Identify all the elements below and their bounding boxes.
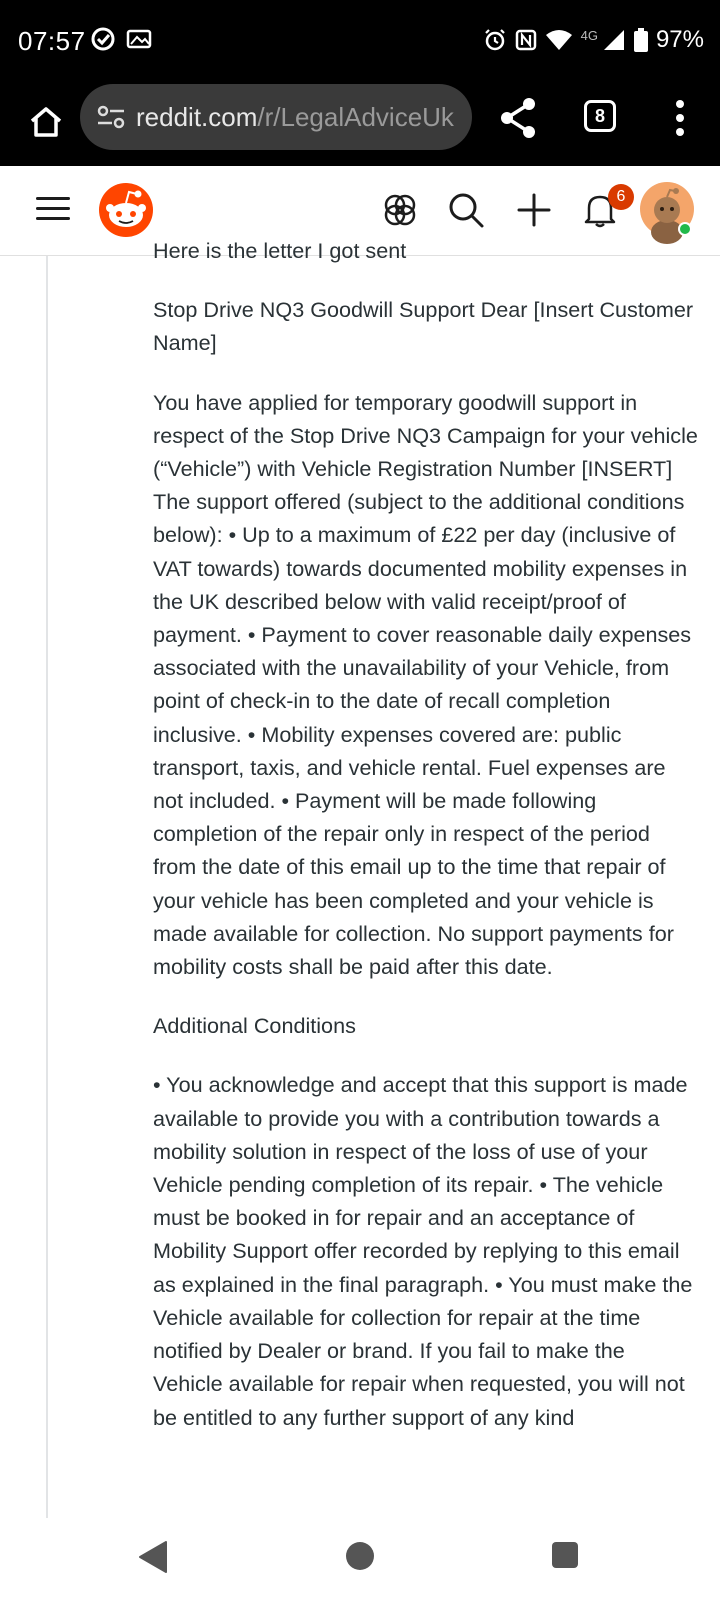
wifi-icon [545, 29, 573, 51]
signal-icon [602, 28, 626, 52]
post-content-area[interactable] [0, 238, 720, 1518]
recents-square-icon[interactable] [552, 1542, 578, 1568]
popular-icon[interactable] [380, 190, 420, 230]
home-icon [29, 106, 63, 138]
status-time: 07:57 [18, 26, 86, 56]
alarm-icon [483, 28, 507, 52]
status-bar [0, 0, 720, 82]
create-post-icon[interactable] [514, 190, 554, 230]
network-type: 4G [580, 27, 598, 43]
post-paragraph-3: Additional Conditions [153, 1013, 356, 1039]
tab-switcher-button[interactable]: 8 [584, 100, 616, 132]
photo-notification-icon [126, 27, 152, 51]
hamburger-menu-icon[interactable] [36, 194, 70, 224]
share-icon[interactable] [498, 96, 538, 140]
address-bar[interactable] [80, 84, 472, 150]
more-options-icon[interactable] [668, 98, 692, 138]
back-triangle-icon[interactable] [138, 1540, 168, 1574]
comment-thread-line[interactable] [46, 256, 48, 1518]
nfc-icon [515, 29, 537, 51]
post-partial-line: Here is the letter I got sent [153, 238, 407, 263]
android-nav-bar [0, 1518, 720, 1600]
url-path: /r/LegalAdviceUk [257, 101, 454, 132]
notification-count-badge[interactable]: 6 [608, 184, 634, 210]
post-paragraph-1: Stop Drive NQ3 Goodwill Support Dear [Insert Customer Name] [153, 297, 694, 356]
browser-toolbar [0, 82, 720, 166]
post-body [153, 234, 699, 1460]
home-circle-icon[interactable] [346, 1542, 374, 1570]
reddit-logo-icon[interactable] [98, 182, 154, 238]
post-paragraph-2: You have applied for temporary goodwill support in respect of the Stop Drive NQ3 Campaign for your vehicle (“Vehicle”) with Vehicle Registration Number [INSERT] The support offered (subject to the additional conditions below): • Up to a maximum of £22 per day (inclusive of VAT towards) towards documented mobility expenses in the UK described below with valid receipt/proof of payment. • Payment to cover reasonable daily expenses associated with the unavailability of your Vehicle, from point of check-in to the date of recall completion inclusive. • Mobility expenses covered are: public transport, taxis, and vehicle rental. Fuel expenses are not included. • Payment will be made following completion of the repair only in respect of the period from the date of this email up to the time that repair of your vehicle has been completed and your vehicle is made available for collection. No support payments for mobility costs shall be paid after this date. [153, 389, 698, 980]
browser-home-button[interactable] [22, 98, 70, 146]
battery-percent: 97% [655, 26, 704, 53]
sync-check-icon [90, 26, 116, 52]
search-icon[interactable] [446, 190, 486, 230]
battery-icon [634, 28, 648, 52]
post-paragraph-4: • You acknowledge and accept that this support is made available to provide you with a contribution towards a mobility solution in respect of the loss of use of your Vehicle pending completion of its repair. • The vehicle must be booked in for repair and an acceptance of Mobility Support offer recorded by replying to this email as explained in the final paragraph. • You must make the Vehicle available for collection for repair at the time notified by Dealer or brand. If you fail to make the Vehicle available for repair when requested, you will not be entitled to any further support of any kind [153, 1072, 693, 1430]
url-text[interactable] [136, 102, 454, 133]
site-settings-icon[interactable] [94, 100, 128, 134]
url-domain: reddit.com [136, 101, 258, 132]
